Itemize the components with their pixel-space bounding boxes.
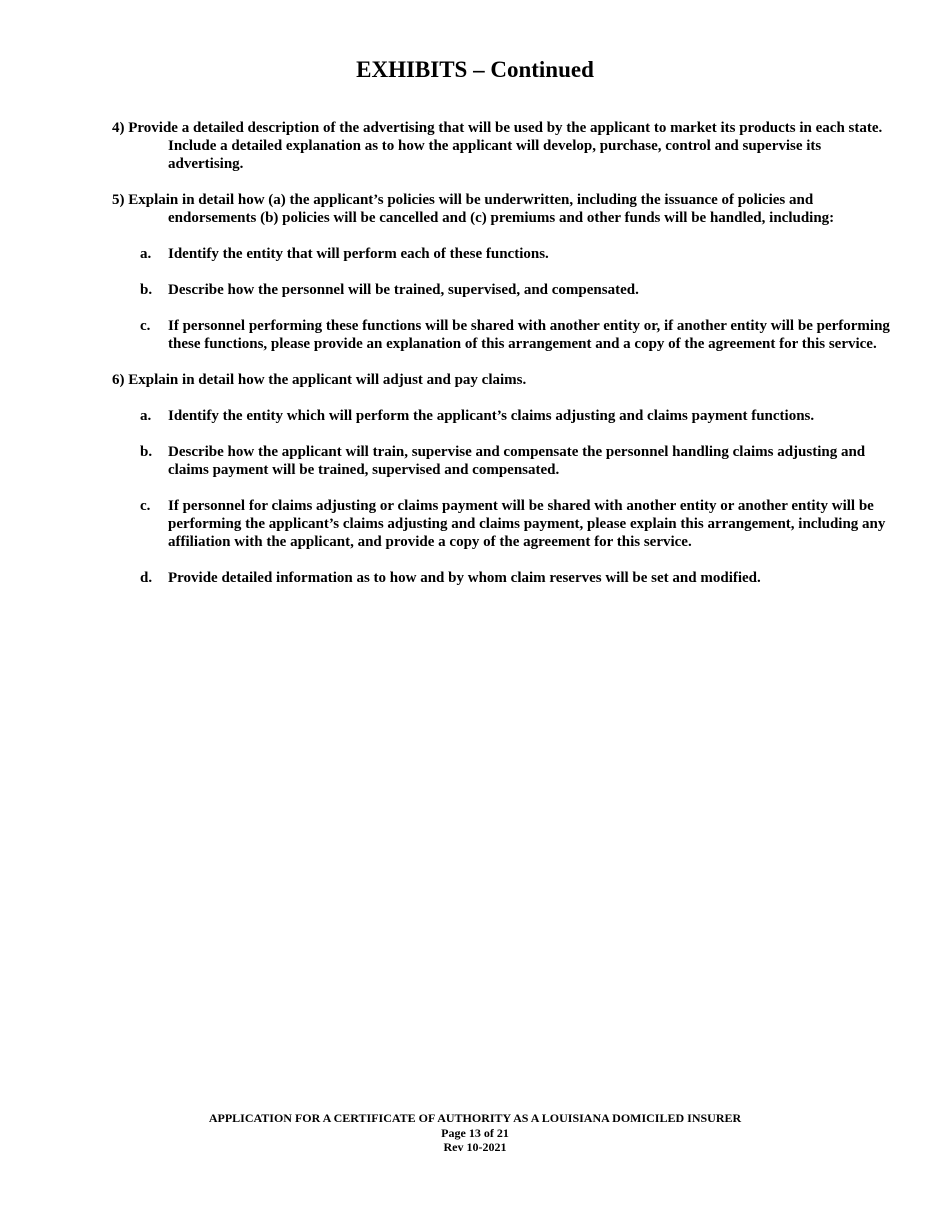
exhibit-list bbox=[112, 119, 898, 587]
subitem-text: If personnel for claims adjusting or claims payment will be shared with another entity or another entity will be performing the applicant’s claims adjusting and claims payment, please explain this arrangement, including any affiliation with the applicant, and provide a copy of the agreement for this service. bbox=[168, 498, 886, 550]
item-number: 5) bbox=[112, 192, 125, 208]
subitem-6c bbox=[112, 497, 898, 551]
exhibit-item-5 bbox=[112, 191, 898, 227]
subitem-text: Identify the entity which will perform the applicant’s claims adjusting and claims payment functions. bbox=[168, 408, 815, 424]
subitem-6a bbox=[112, 407, 898, 425]
exhibit-item-4 bbox=[112, 119, 898, 173]
subitem-text: Provide detailed information as to how and by whom claim reserves will be set and modified. bbox=[168, 570, 761, 586]
footer-revision: Rev 10-2021 bbox=[443, 1140, 507, 1154]
subitem-text: Describe how the applicant will train, supervise and compensate the personnel handling claims adjusting and claims payment will be trained, supervised and compensated. bbox=[168, 444, 866, 478]
subitem-6b bbox=[112, 443, 898, 479]
subitem-text: If personnel performing these functions will be shared with another entity or, if another entity will be performing these functions, please provide an explanation of this arrangement and a copy of the agreement for this service. bbox=[168, 318, 890, 352]
subitem-letter: a. bbox=[140, 408, 152, 424]
subitem-letter: b. bbox=[140, 444, 153, 460]
subitem-6d bbox=[112, 569, 898, 587]
footer-form-title: APPLICATION FOR A CERTIFICATE OF AUTHORITY AS A LOUISIANA DOMICILED INSURER bbox=[208, 1111, 742, 1125]
subitem-letter: b. bbox=[140, 282, 153, 298]
subitem-text: Identify the entity that will perform each of these functions. bbox=[168, 246, 549, 262]
item-text: Explain in detail how (a) the applicant’s policies will be underwritten, including the issuance of policies and endorsements (b) policies will be cancelled and (c) premiums and other funds will be handled, including: bbox=[128, 192, 835, 226]
footer-page-number: Page 13 of 21 bbox=[441, 1125, 509, 1140]
subitem-text: Describe how the personnel will be trained, supervised, and compensated. bbox=[168, 282, 639, 298]
subitem-letter: c. bbox=[140, 318, 151, 334]
item-number: 6) bbox=[112, 372, 125, 388]
subitem-letter: a. bbox=[140, 246, 152, 262]
page-footer bbox=[0, 1111, 950, 1155]
page-title: EXHIBITS – Continued bbox=[356, 57, 594, 82]
subitem-5c bbox=[112, 317, 898, 353]
exhibit-item-6 bbox=[112, 371, 898, 389]
item-number: 4) bbox=[112, 120, 125, 136]
subitem-5a bbox=[112, 245, 898, 263]
subitem-5b bbox=[112, 281, 898, 299]
subitem-letter: c. bbox=[140, 498, 151, 514]
item-text: Provide a detailed description of the advertising that will be used by the applicant to market its products in each state. Include a detailed explanation as to how the applicant will develop, purchase, control and supervise its advertising. bbox=[128, 120, 883, 172]
subitem-letter: d. bbox=[140, 570, 153, 586]
item-text: Explain in detail how the applicant will adjust and pay claims. bbox=[128, 372, 527, 388]
